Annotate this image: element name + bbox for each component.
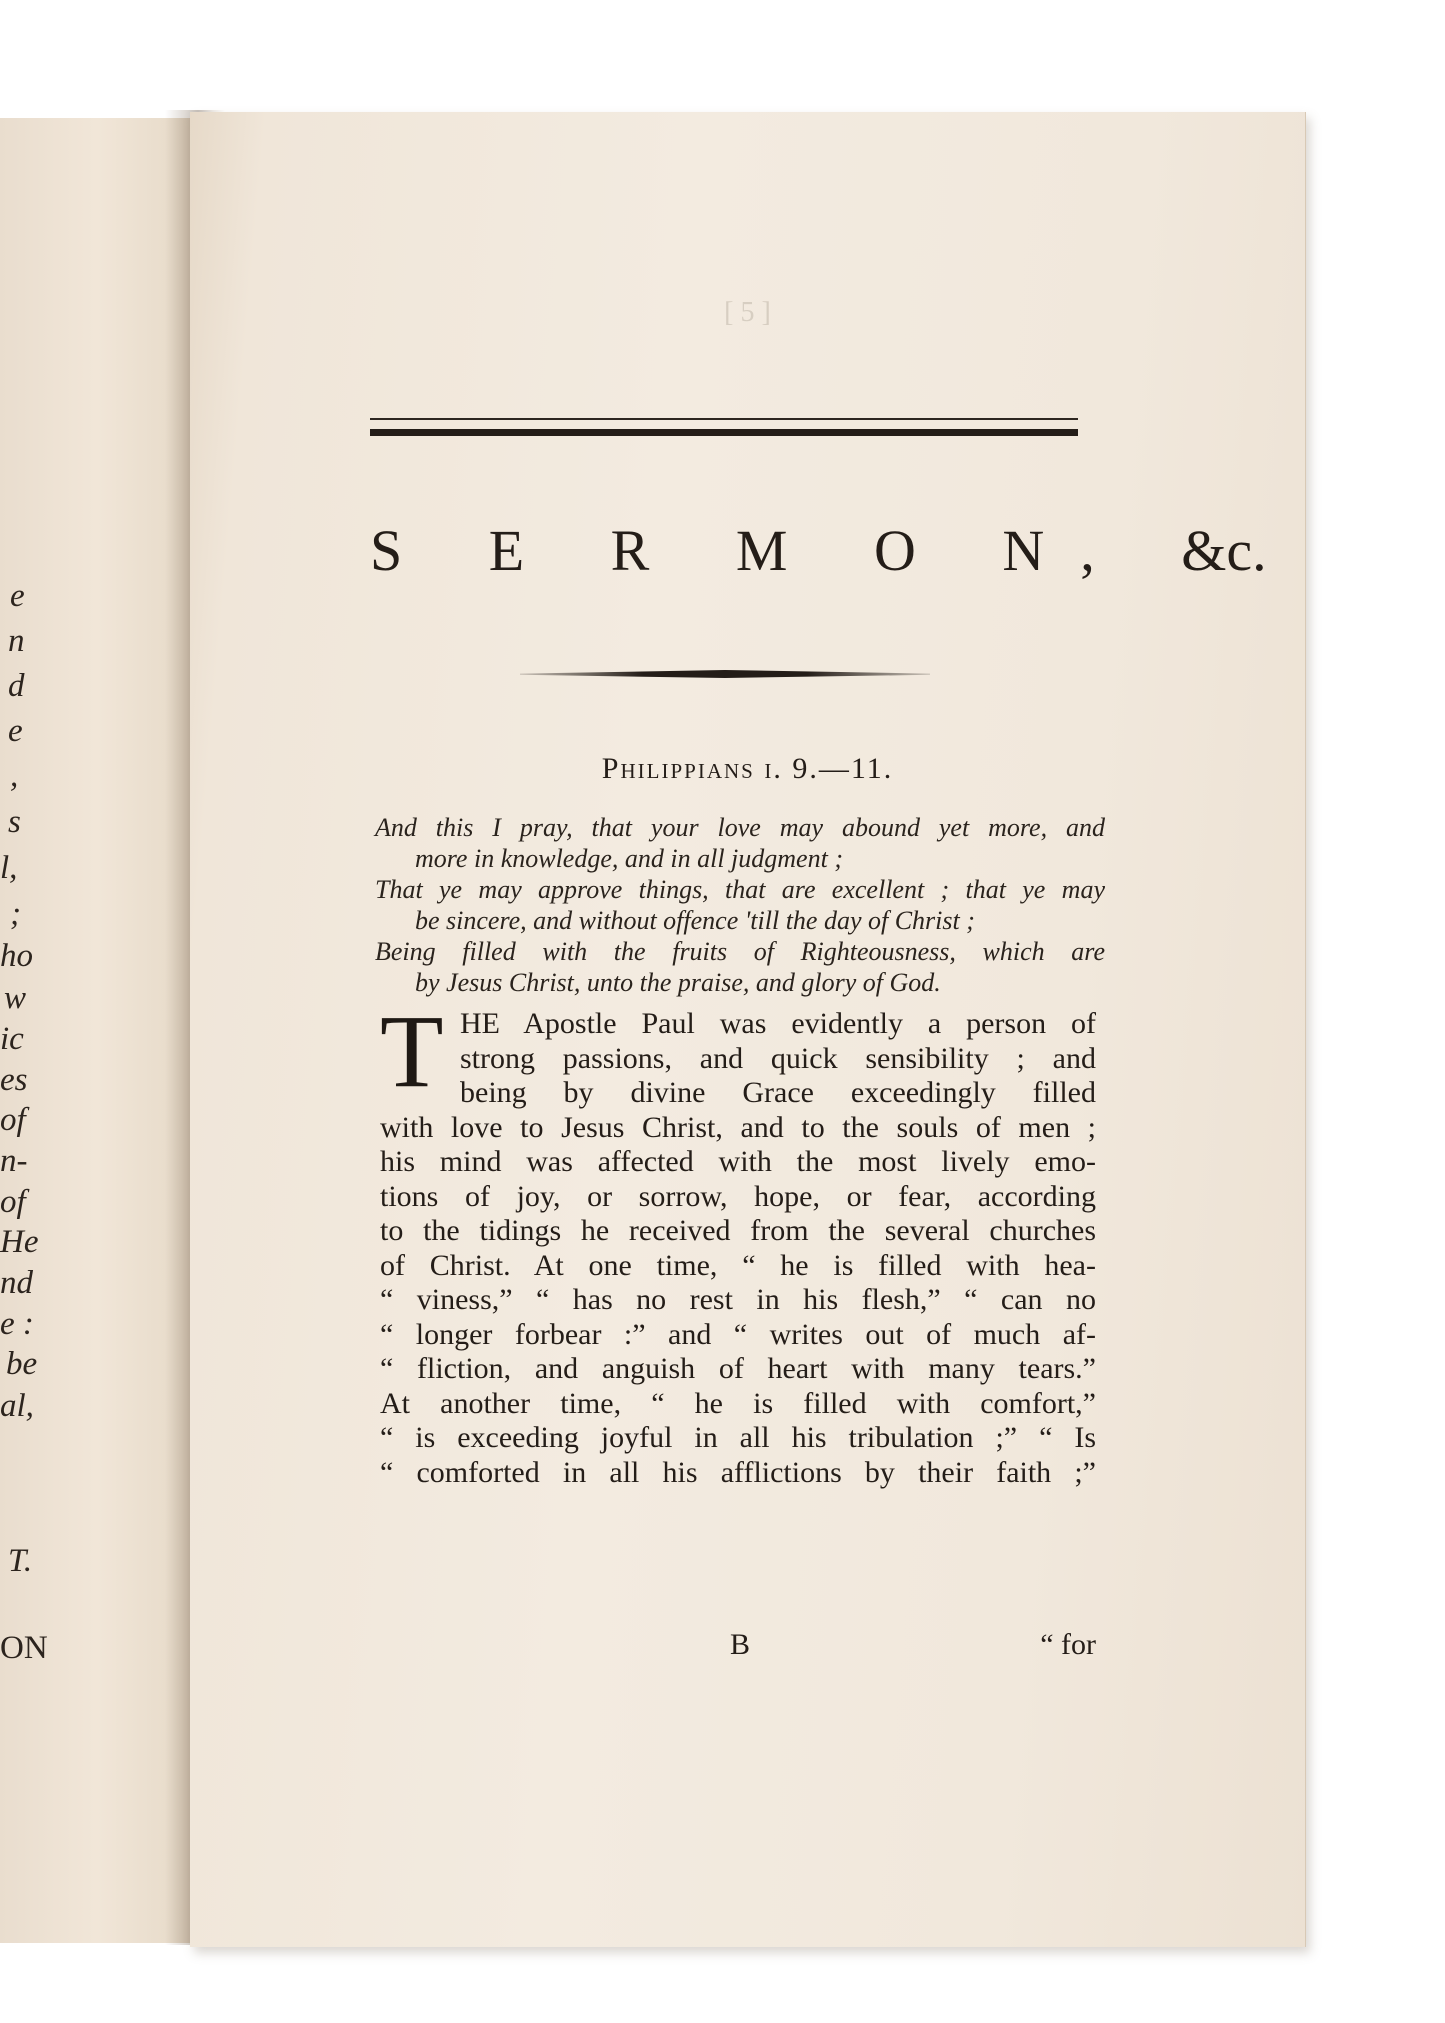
signature-mark: B <box>730 1628 751 1661</box>
verse-line: more in knowledge, and in all judgment ; <box>415 844 843 873</box>
verse-line: That ye may approve things, that are excellent ; that ye may <box>375 875 1105 904</box>
verse-line: be sincere, and without offence 'till the day of Christ ; <box>415 906 975 935</box>
scripture-reference: Philippians i. 9.—11. <box>601 752 894 785</box>
left-fragment: be <box>6 1346 38 1382</box>
left-fragment: n- <box>0 1143 28 1179</box>
heading-word: S E R M O N, <box>370 518 1131 583</box>
left-fragment: l, <box>0 850 18 886</box>
scripture-verses <box>375 812 1105 998</box>
left-fragment: e <box>8 713 23 749</box>
left-fragment: T. <box>8 1543 33 1579</box>
left-fragment: of <box>0 1184 26 1220</box>
left-fragment: ic <box>0 1021 24 1057</box>
body-line: “ viness,” “ has no rest in his flesh,” “ can no <box>380 1283 1096 1316</box>
verse-line: And this I pray, that your love may abound yet more, and <box>375 813 1105 842</box>
left-fragment: e <box>10 578 25 614</box>
sermon-body <box>380 1007 1096 1490</box>
ornamental-rule <box>520 670 930 678</box>
body-line: of Christ. At one time, “ he is filled with hea- <box>380 1248 1096 1282</box>
body-line: to the tidings he received from the several churches <box>380 1214 1096 1247</box>
right-page <box>190 112 1306 1947</box>
body-line: his mind was affected with the most lively emo- <box>380 1145 1096 1178</box>
body-line: tions of joy, or sorrow, hope, or fear, according <box>380 1179 1096 1213</box>
verse-line: Being filled with the fruits of Righteousness, which are <box>375 937 1105 966</box>
left-fragment: al, <box>0 1388 34 1424</box>
body-line: “ fliction, and anguish of heart with many tears.” <box>380 1352 1096 1385</box>
verse-line: by Jesus Christ, unto the praise, and glory of God. <box>415 968 941 997</box>
heading-suffix: &c. <box>1181 518 1267 583</box>
left-fragment: ON <box>0 1630 48 1666</box>
left-fragment: of <box>0 1102 26 1138</box>
left-fragment: s <box>8 804 21 840</box>
left-fragment: , <box>10 758 19 794</box>
catchword: “ for <box>1040 1628 1096 1661</box>
body-line: HE Apostle Paul was evidently a person of <box>460 1007 1096 1040</box>
body-line: being by divine Grace exceedingly filled <box>460 1076 1096 1109</box>
body-line: “ is exceeding joyful in all his tribulation ;” “ Is <box>380 1421 1096 1454</box>
left-fragment: nd <box>0 1265 33 1301</box>
double-rule <box>370 418 1078 436</box>
body-line: with love to Jesus Christ, and to the souls of men ; <box>380 1110 1096 1144</box>
sermon-heading <box>370 517 1267 584</box>
body-line: “ longer forbear :” and “ writes out of much af- <box>380 1317 1096 1351</box>
body-line: At another time, “ he is filled with comfort,” <box>380 1386 1096 1420</box>
left-fragment: w <box>4 980 27 1016</box>
left-fragment: He <box>0 1224 39 1260</box>
left-fragment: e : <box>0 1306 34 1342</box>
left-fragment: n <box>8 623 25 659</box>
body-line: strong passions, and quick sensibility ; and <box>460 1041 1096 1075</box>
left-fragment: es <box>0 1062 28 1098</box>
left-fragment: d <box>8 668 25 704</box>
drop-cap: T <box>380 994 444 1109</box>
left-fragment: ; <box>10 896 21 932</box>
page-number: [ 5 ] <box>724 297 771 328</box>
body-line: “ comforted in all his afflictions by their faith ;” <box>380 1455 1096 1489</box>
left-fragment: ho <box>0 938 33 974</box>
